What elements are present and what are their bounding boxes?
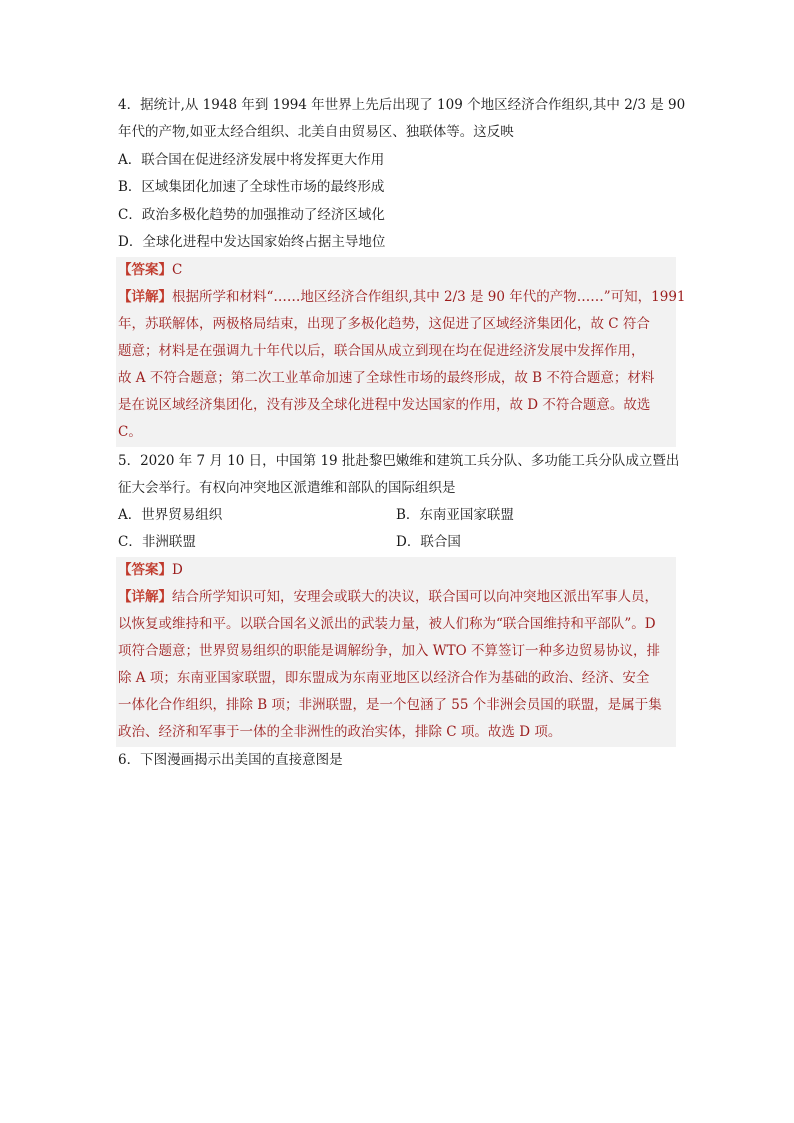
q4-detail-line-6: C。 bbox=[118, 424, 142, 440]
q5-stem-line-1: 5．2020 年 7 月 10 日，中国第 19 批赴黎巴嫩维和建筑工兵分队、多功能工兵分队成立暨出 bbox=[118, 453, 680, 469]
q6-stem: 6．下图漫画揭示出美国的直接意图是 bbox=[118, 752, 343, 768]
q4-option-c: C．政治多极化趋势的加强推动了经济区域化 bbox=[118, 207, 385, 223]
q4-detail-text-1: 根据所学和材料“……地区经济合作组织,其中 2/3 是 90 年代的产物……”可知，1991 bbox=[172, 289, 686, 305]
q4-stem-line-1: 4．据统计,从 1948 年到 1994 年世界上先后出现了 109 个地区经济合作组织,其中 2/3 是 90 bbox=[118, 97, 686, 113]
q5-option-d: D．联合国 bbox=[396, 534, 461, 550]
q5-detail-line-6: 政治、经济和军事于一体的全非洲性的政治实体，排除 C 项。故选 D 项。 bbox=[118, 724, 562, 740]
q5-detail-line-2: 以恢复或维持和平。以联合国名义派出的武装力量，被人们称为“联合国维持和平部队”。D bbox=[118, 616, 656, 632]
q5-answer-block bbox=[116, 557, 676, 747]
q4-stem-line-2: 年代的产物,如亚太经合组织、北美自由贸易区、独联体等。这反映 bbox=[118, 124, 514, 140]
q5-detail-line-3: 项符合题意；世界贸易组织的职能是调解纷争，加入 WTO 不算签订一种多边贸易协议，排 bbox=[118, 643, 661, 659]
q5-answer-line bbox=[118, 561, 183, 579]
q4-option-a: A．联合国在促进经济发展中将发挥更大作用 bbox=[118, 152, 385, 168]
q4-detail-line-4: 故 A 不符合题意；第二次工业革命加速了全球性市场的最终形成，故 B 不符合题意；材料 bbox=[118, 370, 655, 386]
answer-tag: 【答案】 bbox=[118, 562, 172, 578]
q4-answer-block bbox=[116, 257, 686, 447]
q5-option-c: C．非洲联盟 bbox=[118, 534, 196, 550]
q4-answer-line bbox=[118, 261, 182, 279]
q5-option-b: B．东南亚国家联盟 bbox=[396, 507, 514, 523]
q4-detail-line-5: 是在说区域经济集团化，没有涉及全球化进程中发达国家的作用，故 D 不符合题意。故选 bbox=[118, 397, 651, 413]
q5-detail-line-4: 除 A 项；东南亚国家联盟，即东盟成为东南亚地区以经济合作为基础的政治、经济、安全 bbox=[118, 670, 650, 686]
q5-stem-line-2: 征大会举行。有权向冲突地区派遣维和部队的国际组织是 bbox=[118, 480, 456, 496]
q4-detail-line-2: 年，苏联解体，两极格局结束，出现了多极化趋势，这促进了区域经济集团化，故 C 符合 bbox=[118, 316, 650, 332]
q5-option-a: A．世界贸易组织 bbox=[118, 507, 223, 523]
q5-detail-text-1: 结合所学知识可知，安理会或联大的决议，联合国可以向冲突地区派出军事人员， bbox=[172, 589, 658, 605]
q5-detail-line-5: 一体化合作组织，排除 B 项；非洲联盟，是一个包涵了 55 个非洲会员国的联盟，是属于集 bbox=[118, 697, 662, 713]
q5-detail-line-1 bbox=[118, 588, 658, 606]
q4-detail-line-3: 题意；材料是在强调九十年代以后，联合国从成立到现在均在促进经济发展中发挥作用， bbox=[118, 343, 645, 359]
q4-answer-value: C bbox=[172, 262, 183, 278]
q4-option-b: B．区域集团化加速了全球性市场的最终形成 bbox=[118, 179, 385, 195]
q4-option-d: D．全球化进程中发达国家始终占据主导地位 bbox=[118, 234, 386, 250]
q4-detail-line-1 bbox=[118, 288, 686, 306]
answer-tag: 【答案】 bbox=[118, 262, 172, 278]
detail-tag: 【详解】 bbox=[118, 289, 172, 305]
detail-tag: 【详解】 bbox=[118, 589, 172, 605]
q5-answer-value: D bbox=[172, 562, 183, 578]
